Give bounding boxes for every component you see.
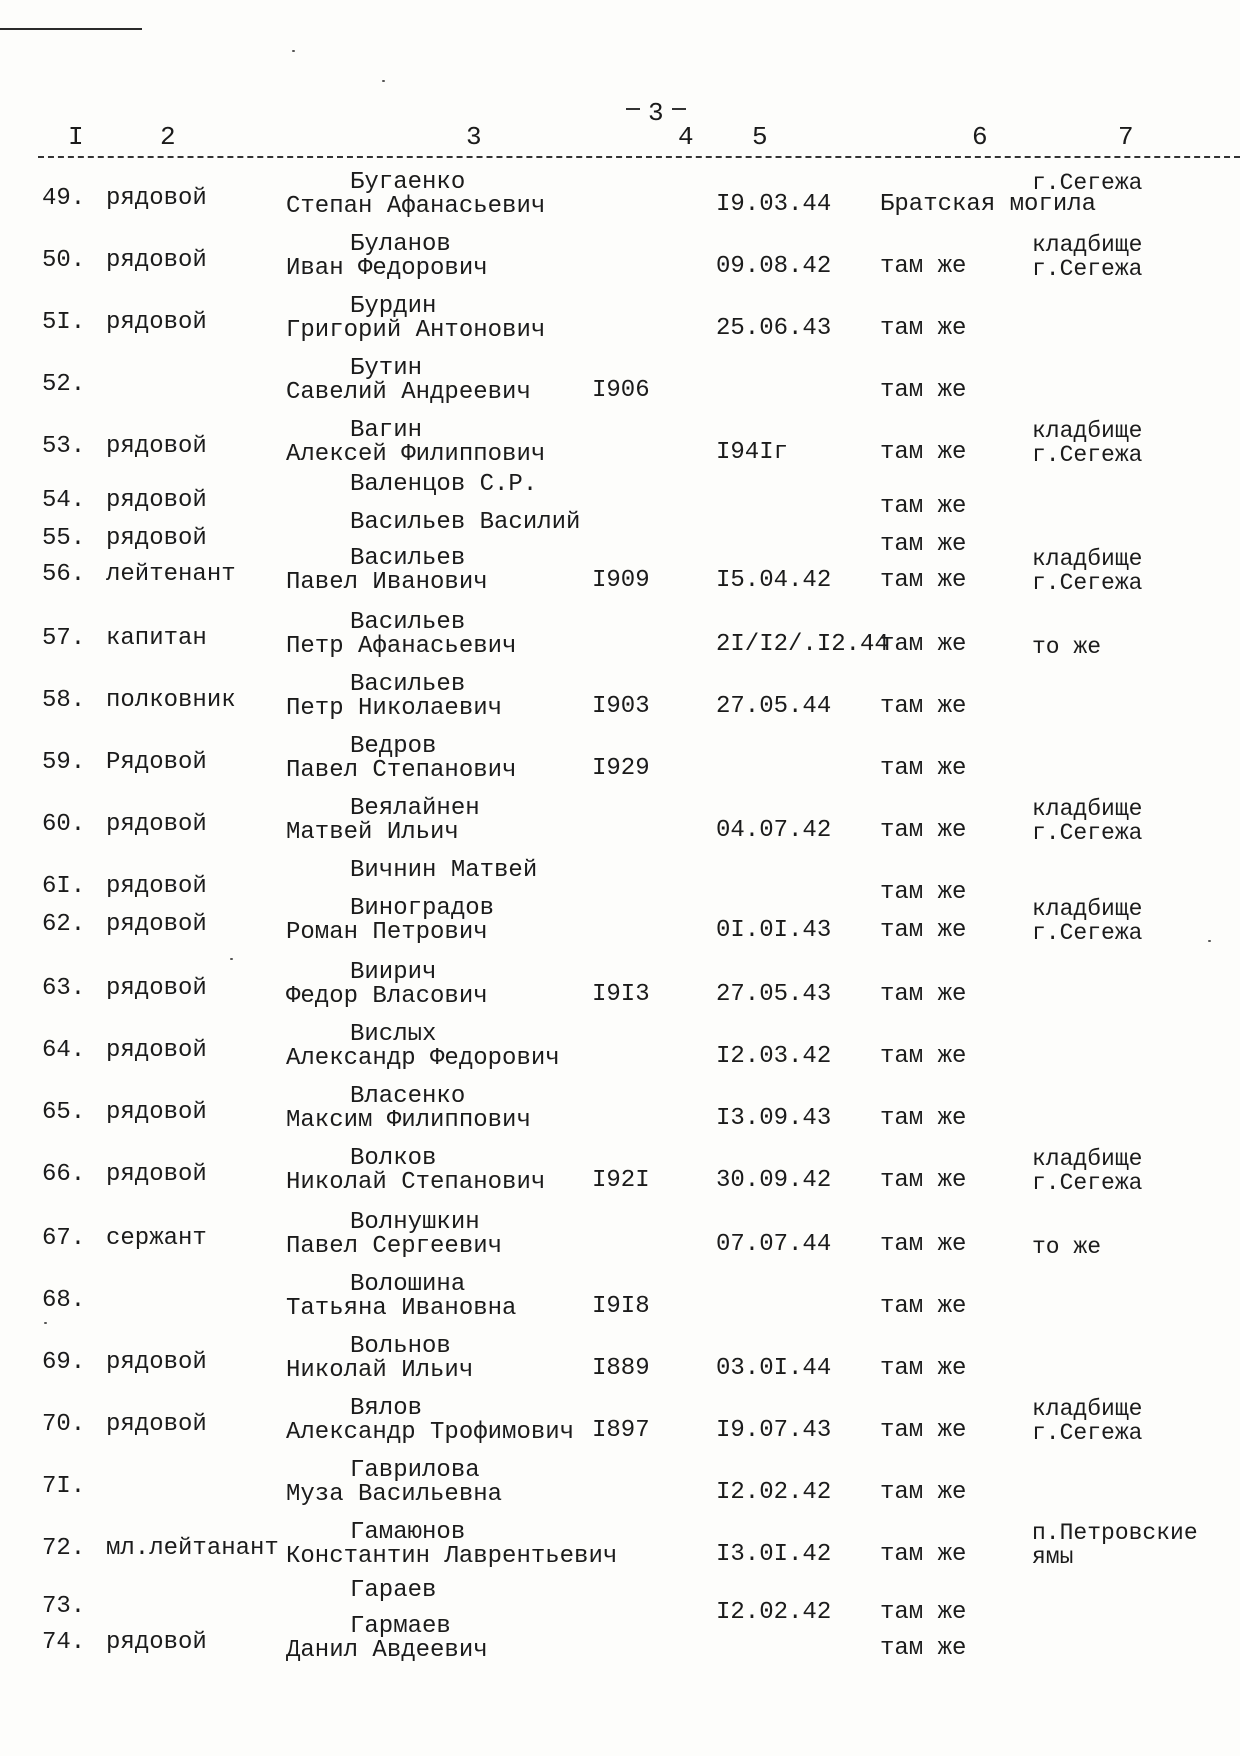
rank: рядовой xyxy=(106,309,207,336)
list-entry xyxy=(0,1396,1240,1458)
surname: Волошина xyxy=(350,1271,466,1298)
burial-note-line2: г.Сегежа xyxy=(1032,570,1143,596)
entry-number: 70. xyxy=(42,1411,86,1438)
header-dashed-rule xyxy=(38,156,1240,158)
given-names: Павел Сергеевич xyxy=(286,1233,503,1260)
entry-number: 59. xyxy=(42,749,86,776)
entry-number: 50. xyxy=(42,247,86,274)
rank: рядовой xyxy=(106,1349,207,1376)
list-entry xyxy=(0,546,1240,608)
surname: Виноградов xyxy=(350,895,495,922)
column-number: 6 xyxy=(972,122,988,152)
surname: Вагин xyxy=(350,417,423,444)
list-entry xyxy=(0,960,1240,1022)
surname: Васильев xyxy=(350,545,466,572)
rank: рядовой xyxy=(106,811,207,838)
list-entry xyxy=(0,1272,1240,1334)
given-names: Муза Васильевна xyxy=(286,1481,503,1508)
burial-note-line2: г.Сегежа xyxy=(1032,1170,1143,1196)
birth-year: I9I8 xyxy=(592,1293,650,1320)
burial-place: там же xyxy=(880,917,967,944)
death-date: I2.03.42 xyxy=(716,1043,832,1070)
entry-number: 72. xyxy=(42,1535,86,1562)
surname: Васильев xyxy=(350,671,466,698)
burial-place: там же xyxy=(880,253,967,280)
given-names: Роман Петрович xyxy=(286,919,488,946)
column-number: 7 xyxy=(1118,122,1134,152)
burial-place: там же xyxy=(880,377,967,404)
surname: Бутин xyxy=(350,355,423,382)
death-date: 07.07.44 xyxy=(716,1231,832,1258)
rank: сержант xyxy=(106,1225,207,1252)
burial-note-line2: то же xyxy=(1032,634,1102,660)
given-names: Константин Лаврентьевич xyxy=(286,1543,618,1570)
rank: рядовой xyxy=(106,1037,207,1064)
surname: Буланов xyxy=(350,231,451,258)
entry-number: 7I. xyxy=(42,1473,86,1500)
surname: Власенко xyxy=(350,1083,466,1110)
burial-note: кладбище xyxy=(1032,796,1143,822)
death-date: 2I/I2/.I2.44 xyxy=(716,631,889,658)
entry-number: 66. xyxy=(42,1161,86,1188)
entry-number: 53. xyxy=(42,433,86,460)
list-entry xyxy=(0,232,1240,294)
list-entry xyxy=(0,610,1240,672)
burial-note-line2: г.Сегежа xyxy=(1032,442,1143,468)
column-number: 5 xyxy=(752,122,768,152)
entry-number: 5I. xyxy=(42,309,86,336)
entry-number: 6I. xyxy=(42,873,86,900)
entry-number: 65. xyxy=(42,1099,86,1126)
burial-place: там же xyxy=(880,1105,967,1132)
ink-speck xyxy=(382,80,385,82)
entry-number: 57. xyxy=(42,625,86,652)
rank: рядовой xyxy=(106,873,207,900)
column-number-header xyxy=(38,122,1240,162)
burial-place: там же xyxy=(880,493,967,520)
rank: рядовой xyxy=(106,1161,207,1188)
burial-place: там же xyxy=(880,1635,967,1662)
page-number: 3 xyxy=(648,98,664,128)
birth-year: I903 xyxy=(592,693,650,720)
rank: мл.лейтанант xyxy=(106,1535,279,1562)
death-date: 04.07.42 xyxy=(716,817,832,844)
burial-place: там же xyxy=(880,1231,967,1258)
surname: Гаврилова xyxy=(350,1457,480,1484)
death-date: I9.07.43 xyxy=(716,1417,832,1444)
surname: Бурдин xyxy=(350,293,437,320)
burial-place: там же xyxy=(880,755,967,782)
list-entry xyxy=(0,1210,1240,1272)
entry-number: 74. xyxy=(42,1629,86,1656)
burial-place: там же xyxy=(880,981,967,1008)
entry-number: 55. xyxy=(42,525,86,552)
given-names: Алексей Филиппович xyxy=(286,441,546,468)
rank: лейтенант xyxy=(106,561,236,588)
surname: Гармаев xyxy=(350,1613,451,1640)
rank: рядовой xyxy=(106,487,207,514)
column-number: 4 xyxy=(678,122,694,152)
burial-place: там же xyxy=(880,631,967,658)
burial-place: Братская могила xyxy=(880,191,1097,218)
given-names: Павел Иванович xyxy=(286,569,488,596)
rank: рядовой xyxy=(106,1629,207,1656)
birth-year: I906 xyxy=(592,377,650,404)
corner-rule xyxy=(0,28,142,30)
column-number: 3 xyxy=(466,122,482,152)
ink-speck xyxy=(44,1322,47,1324)
rank: рядовой xyxy=(106,1099,207,1126)
burial-note: кладбище xyxy=(1032,232,1143,258)
given-names: Матвей Ильич xyxy=(286,819,459,846)
entry-number: 60. xyxy=(42,811,86,838)
list-entry xyxy=(0,1084,1240,1146)
burial-note: п.Петровские xyxy=(1032,1520,1198,1546)
surname: Гамаюнов xyxy=(350,1519,466,1546)
burial-note: кладбище xyxy=(1032,1396,1143,1422)
rank: рядовой xyxy=(106,525,207,552)
rank: рядовой xyxy=(106,911,207,938)
surname: Вислых xyxy=(350,1021,437,1048)
burial-note-line2: г.Сегежа xyxy=(1032,820,1143,846)
surname: Васильев Василий xyxy=(350,509,581,536)
burial-place: там же xyxy=(880,439,967,466)
burial-place: там же xyxy=(880,1293,967,1320)
death-date: I5.04.42 xyxy=(716,567,832,594)
entry-number: 56. xyxy=(42,561,86,588)
death-date: I3.0I.42 xyxy=(716,1541,832,1568)
ink-speck xyxy=(230,958,233,960)
entry-number: 58. xyxy=(42,687,86,714)
list-entry xyxy=(0,1458,1240,1520)
surname: Валенцов С.Р. xyxy=(350,471,538,498)
rank: рядовой xyxy=(106,247,207,274)
surname: Ведров xyxy=(350,733,437,760)
entry-number: 54. xyxy=(42,487,86,514)
burial-place: там же xyxy=(880,315,967,342)
death-date: 0I.0I.43 xyxy=(716,917,832,944)
given-names: Максим Филиппович xyxy=(286,1107,531,1134)
burial-note: кладбище xyxy=(1032,418,1143,444)
rank: капитан xyxy=(106,625,207,652)
given-names: Федор Власович xyxy=(286,983,488,1010)
burial-place: там же xyxy=(880,817,967,844)
given-names: Николай Степанович xyxy=(286,1169,546,1196)
rank: рядовой xyxy=(106,1411,207,1438)
rank: рядовой xyxy=(106,433,207,460)
surname: Вялов xyxy=(350,1395,423,1422)
death-date: 27.05.43 xyxy=(716,981,832,1008)
burial-place: там же xyxy=(880,1479,967,1506)
entry-number: 68. xyxy=(42,1287,86,1314)
given-names: Петр Николаевич xyxy=(286,695,503,722)
birth-year: I909 xyxy=(592,567,650,594)
rank: Рядовой xyxy=(106,749,207,776)
surname: Бугаенко xyxy=(350,169,466,196)
given-names: Данил Авдеевич xyxy=(286,1637,488,1664)
burial-note-line2: г.Сегежа xyxy=(1032,1420,1143,1446)
list-entry xyxy=(0,418,1240,480)
list-entry xyxy=(0,796,1240,858)
list-entry xyxy=(0,1146,1240,1208)
given-names: Николай Ильич xyxy=(286,1357,474,1384)
burial-place: там же xyxy=(880,567,967,594)
burial-place: там же xyxy=(880,531,967,558)
death-date: I3.09.43 xyxy=(716,1105,832,1132)
surname: Волнушкин xyxy=(350,1209,480,1236)
burial-place: там же xyxy=(880,1541,967,1568)
list-entry xyxy=(0,1614,1240,1676)
list-entry xyxy=(0,356,1240,418)
burial-place: там же xyxy=(880,1043,967,1070)
surname: Веялайнен xyxy=(350,795,480,822)
rank: рядовой xyxy=(106,975,207,1002)
burial-note: кладбище xyxy=(1032,546,1143,572)
death-date: I2.02.42 xyxy=(716,1479,832,1506)
given-names: Петр Афанасьевич xyxy=(286,633,517,660)
entry-number: 64. xyxy=(42,1037,86,1064)
burial-note: кладбище xyxy=(1032,1146,1143,1172)
birth-year: I9I3 xyxy=(592,981,650,1008)
list-entry xyxy=(0,896,1240,958)
rank: полковник xyxy=(106,687,236,714)
given-names: Павел Степанович xyxy=(286,757,517,784)
burial-place: там же xyxy=(880,1417,967,1444)
death-date: I2.02.42 xyxy=(716,1599,832,1626)
surname: Васильев xyxy=(350,609,466,636)
given-names: Александр Федорович xyxy=(286,1045,560,1072)
surname: Вольнов xyxy=(350,1333,451,1360)
death-date: 25.06.43 xyxy=(716,315,832,342)
list-entry xyxy=(0,294,1240,356)
given-names: Степан Афанасьевич xyxy=(286,193,546,220)
burial-note-line2: г.Сегежа xyxy=(1032,256,1143,282)
birth-year: I92I xyxy=(592,1167,650,1194)
entry-number: 69. xyxy=(42,1349,86,1376)
death-date: 03.0I.44 xyxy=(716,1355,832,1382)
burial-place: там же xyxy=(880,1167,967,1194)
burial-note: кладбище xyxy=(1032,896,1143,922)
rank: рядовой xyxy=(106,185,207,212)
death-date: 27.05.44 xyxy=(716,693,832,720)
entry-number: 63. xyxy=(42,975,86,1002)
entry-number: 62. xyxy=(42,911,86,938)
surname: Волков xyxy=(350,1145,437,1172)
ink-speck xyxy=(292,50,295,52)
given-names: Иван Федорович xyxy=(286,255,488,282)
surname: Вичнин Матвей xyxy=(350,857,538,884)
list-entry xyxy=(0,672,1240,734)
given-names: Александр Трофимович xyxy=(286,1419,575,1446)
entry-number: 49. xyxy=(42,185,86,212)
burial-place: там же xyxy=(880,879,967,906)
entry-number: 73. xyxy=(42,1593,86,1620)
birth-year: I929 xyxy=(592,755,650,782)
list-entry xyxy=(0,1022,1240,1084)
given-names: Григорий Антонович xyxy=(286,317,546,344)
birth-year: I889 xyxy=(592,1355,650,1382)
given-names: Савелий Андреевич xyxy=(286,379,531,406)
burial-note-line2: то же xyxy=(1032,1234,1102,1260)
burial-place: там же xyxy=(880,1599,967,1626)
death-date: I9.03.44 xyxy=(716,191,832,218)
burial-place: там же xyxy=(880,693,967,720)
burial-note-line2: ямы xyxy=(1032,1544,1074,1570)
death-date: I94Iг xyxy=(716,439,789,466)
column-number: I xyxy=(68,122,84,152)
burial-place: там же xyxy=(880,1355,967,1382)
list-entry xyxy=(0,734,1240,796)
entry-number: 67. xyxy=(42,1225,86,1252)
entry-number: 52. xyxy=(42,371,86,398)
death-date: 09.08.42 xyxy=(716,253,832,280)
column-number: 2 xyxy=(160,122,176,152)
death-date: 30.09.42 xyxy=(716,1167,832,1194)
given-names: Татьяна Ивановна xyxy=(286,1295,517,1322)
burial-note-line2: г.Сегежа xyxy=(1032,920,1143,946)
list-entry xyxy=(0,1334,1240,1396)
birth-year: I897 xyxy=(592,1417,650,1444)
surname: Виирич xyxy=(350,959,437,986)
list-entry xyxy=(0,170,1240,232)
burial-note: г.Сегежа xyxy=(1032,170,1143,196)
surname: Гараев xyxy=(350,1577,437,1604)
ink-speck xyxy=(1208,940,1211,942)
list-entry xyxy=(0,1520,1240,1582)
